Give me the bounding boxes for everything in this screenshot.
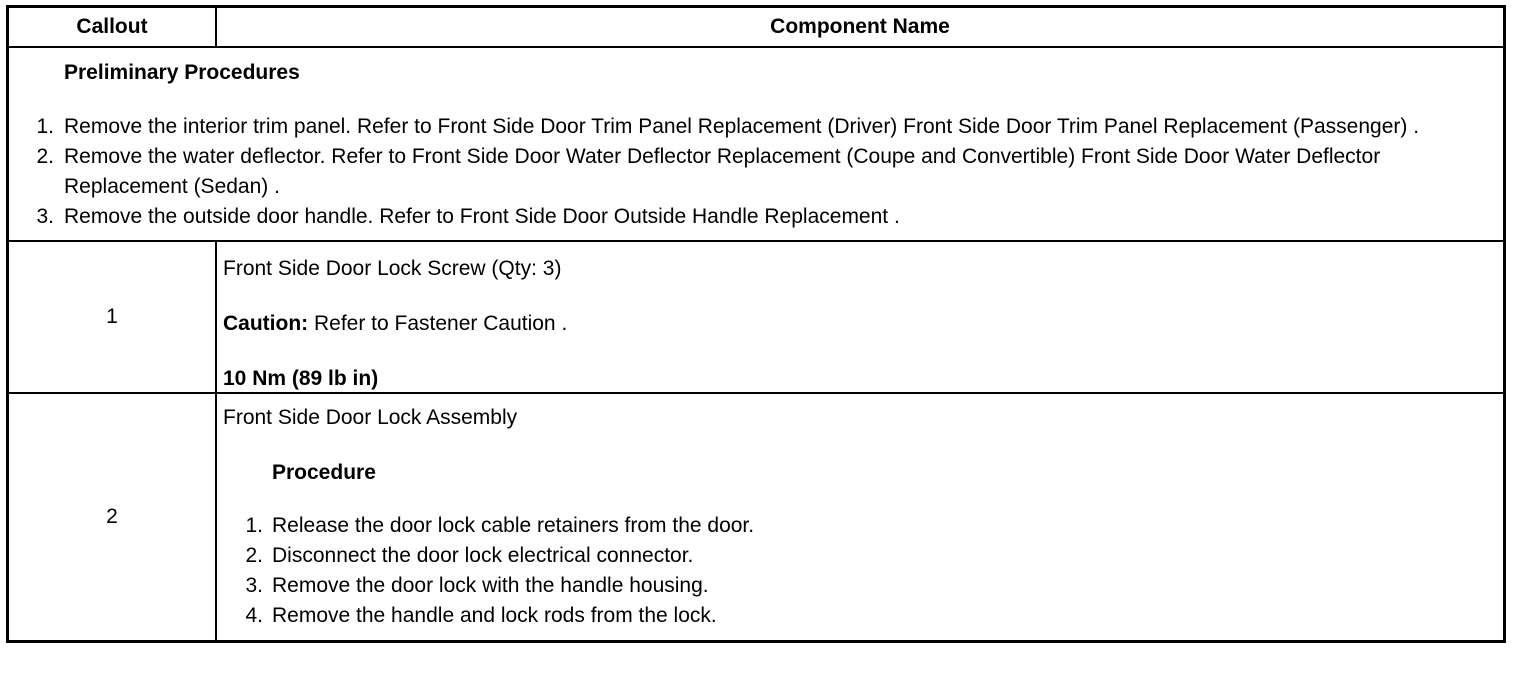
- step-text: Remove the door lock with the handle housing.: [272, 574, 709, 597]
- component-name: Front Side Door Lock Screw (Qty: 3): [223, 257, 562, 280]
- preliminary-step: [9, 112, 1503, 142]
- procedure-step: [223, 511, 1497, 541]
- component-table: [6, 5, 1506, 643]
- step-number: 4.: [245, 604, 263, 627]
- callout-cell: 1: [9, 242, 217, 392]
- component-name: Front Side Door Lock Assembly: [223, 406, 518, 429]
- component-name-column-header: Component Name: [770, 15, 950, 38]
- step-number: 1.: [245, 514, 263, 537]
- procedure-step: [223, 541, 1497, 571]
- step-text: Remove the outside door handle. Refer to Front Side Door Outside Handle Replacement .: [64, 205, 900, 228]
- procedure-step: [223, 571, 1497, 601]
- step-text: Disconnect the door lock electrical connector.: [272, 544, 694, 567]
- table-header-row: [9, 8, 1503, 48]
- table-row: [9, 242, 1503, 394]
- component-cell: [217, 394, 1503, 640]
- preliminary-procedures-cell: [9, 48, 1503, 240]
- torque-spec: 10 Nm (89 lb in): [223, 367, 379, 390]
- callout-cell: 2: [9, 394, 217, 640]
- caution-note: [223, 310, 1497, 338]
- procedure-step: [223, 601, 1497, 631]
- step-text: Remove the handle and lock rods from the lock.: [272, 604, 717, 627]
- preliminary-step: [9, 142, 1503, 202]
- step-number: 2.: [36, 145, 54, 168]
- caution-text: Refer to Fastener Caution .: [308, 312, 568, 335]
- step-number: 1.: [36, 115, 54, 138]
- step-text: Remove the water deflector. Refer to Front Side Door Water Deflector Replacement (Coupe and Convertible) Front Side Door Water Deflector Replacement (Sedan) .: [64, 145, 1381, 198]
- procedure-title: Procedure: [272, 461, 376, 484]
- preliminary-procedures-title: Preliminary Procedures: [64, 61, 300, 84]
- step-number: 3.: [36, 205, 54, 228]
- step-text: Remove the interior trim panel. Refer to Front Side Door Trim Panel Replacement (Driver) Front Side Door Trim Panel Replacement (Passenger) .: [64, 115, 1420, 138]
- table-row: [9, 394, 1503, 640]
- step-number: 2.: [245, 544, 263, 567]
- component-cell: [217, 242, 1503, 392]
- preliminary-procedures-row: [9, 48, 1503, 242]
- preliminary-step: [9, 202, 1503, 232]
- caution-label: Caution:: [223, 312, 309, 335]
- step-text: Release the door lock cable retainers from the door.: [272, 514, 755, 537]
- callout-column-header: Callout: [9, 8, 217, 46]
- step-number: 3.: [245, 574, 263, 597]
